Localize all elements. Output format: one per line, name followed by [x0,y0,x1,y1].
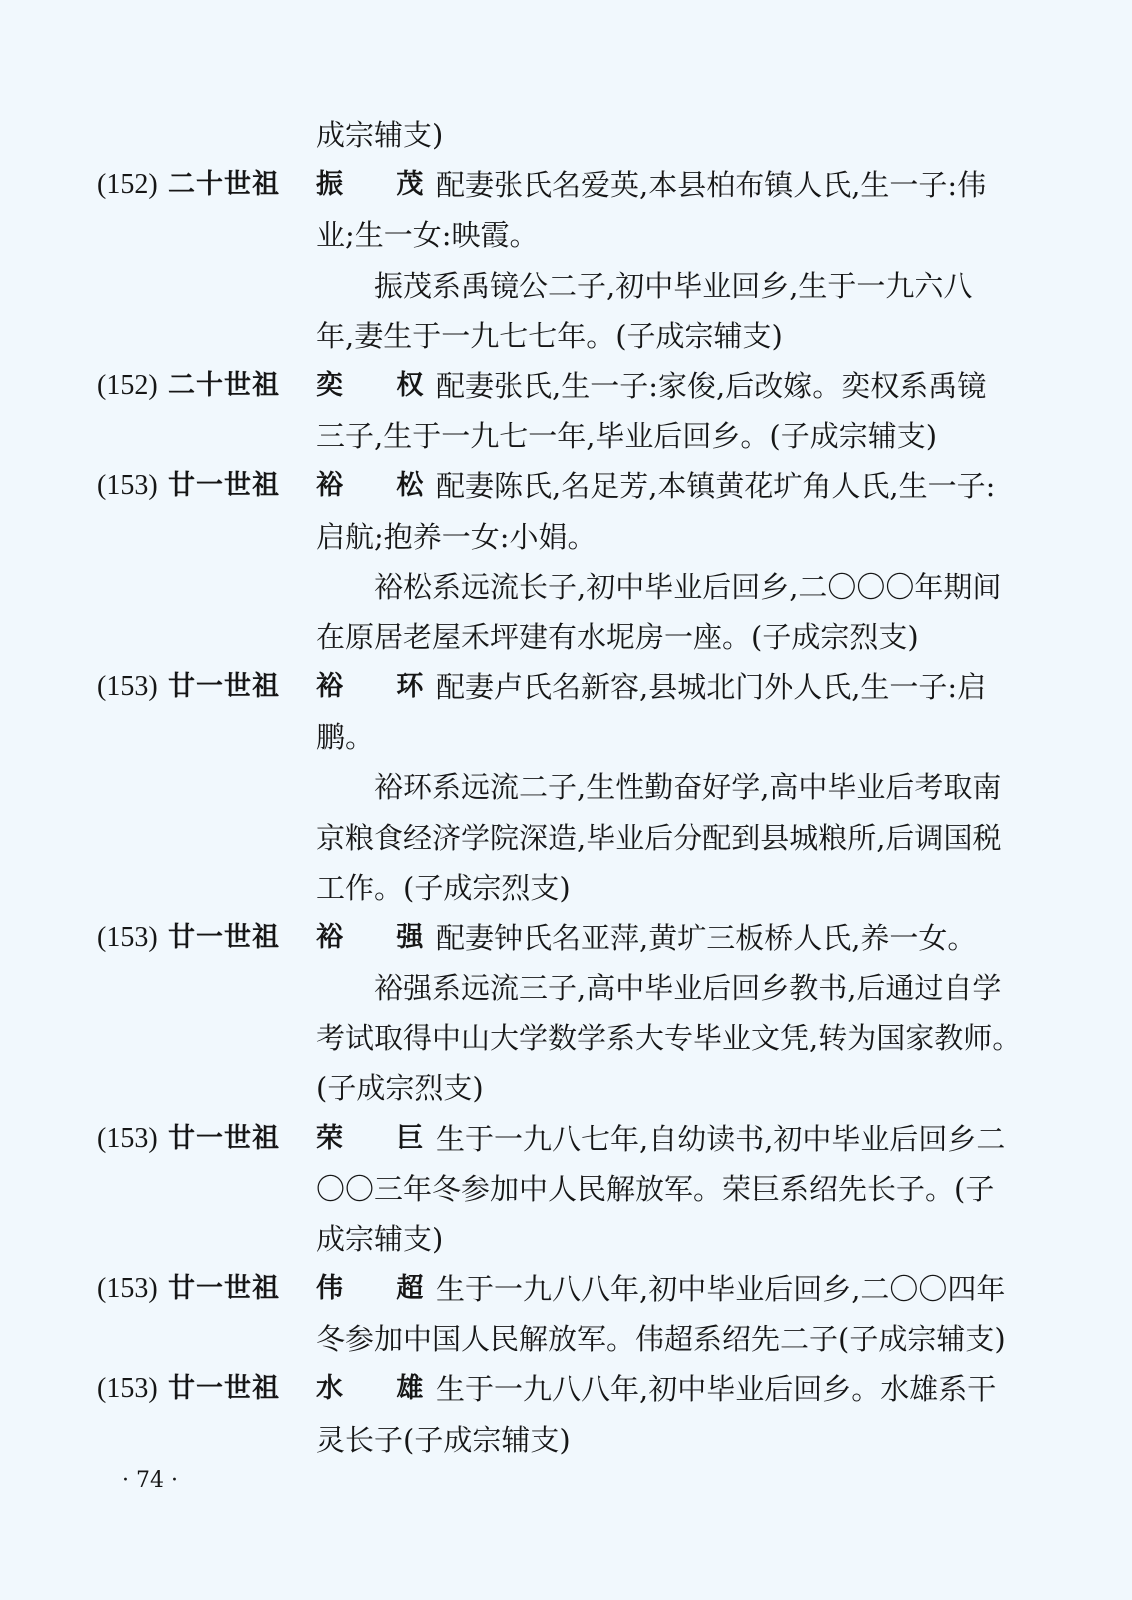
line-text: 配妻张氏,生一子:家俊,后改嫁。奕权系禹镜 [436,369,987,403]
line-text: 京粮食经济学院深造,毕业后分配到县城粮所,后调国税 [316,821,1002,855]
line-text: 生于一九八七年,自幼读书,初中毕业后回乡二 [436,1122,1006,1156]
line-text: 生于一九八八年,初中毕业后回乡。水雄系干 [436,1372,997,1406]
line-text: 启航;抱养一女:小娟。 [316,520,597,554]
person-name: 伟 超 [316,1273,446,1304]
line-text: (子成宗烈支) [316,1071,484,1105]
person-name: 裕 松 [316,470,446,501]
line-text: 成宗辅支) [316,118,444,152]
line-text: 考试取得中山大学数学系大专毕业文凭,转为国家教师。 [316,1021,1022,1055]
person-name: 水 雄 [316,1373,446,1404]
line-text: 鹏。 [316,720,375,754]
line-text: 配妻钟氏名亚萍,黄圹三板桥人氏,养一女。 [436,921,977,955]
line-text: 冬参加中国人民解放军。伟超系绍先二子(子成宗辅支) [316,1322,1006,1356]
line-text: 裕松系远流长子,初中毕业后回乡,二〇〇〇年期间 [374,570,1002,604]
person-name: 裕 强 [316,922,446,953]
line-text: 配妻张氏名爱英,本县柏布镇人氏,生一子:伟 [436,168,987,202]
generation-label: 二十世祖 [168,370,280,401]
line-text: 在原居老屋禾坪建有水坭房一座。(子成宗烈支) [316,620,919,654]
line-text: 工作。(子成宗烈支) [316,871,571,905]
person-name: 奕 权 [316,370,446,401]
entry-number: (153) [97,1373,158,1404]
line-text: 生于一九八八年,初中毕业后回乡,二〇〇四年 [436,1272,1006,1306]
entry-number: (153) [97,671,158,702]
generation-label: 廿一世祖 [168,1373,280,1404]
generation-label: 二十世祖 [168,169,280,200]
entry-number: (153) [97,922,158,953]
generation-label: 廿一世祖 [168,1123,280,1154]
line-text: 灵长子(子成宗辅支) [316,1423,571,1457]
line-text: 成宗辅支) [316,1222,444,1256]
generation-label: 廿一世祖 [168,470,280,501]
line-text: 业;生一女:映霞。 [316,218,539,252]
entry-number: (152) [97,370,158,401]
page-number: · 74 · [122,1468,178,1493]
line-text: 年,妻生于一九七七年。(子成宗辅支) [316,319,783,353]
generation-label: 廿一世祖 [168,671,280,702]
generation-label: 廿一世祖 [168,1273,280,1304]
person-name: 振 茂 [316,169,446,200]
entry-number: (153) [97,470,158,501]
generation-label: 廿一世祖 [168,922,280,953]
entry-number: (153) [97,1123,158,1154]
person-name: 荣 巨 [316,1123,446,1154]
line-text: 裕环系远流二子,生性勤奋好学,高中毕业后考取南 [374,770,1002,804]
line-text: 配妻卢氏名新容,县城北门外人氏,生一子:启 [436,670,987,704]
line-text: 三子,生于一九七一年,毕业后回乡。(子成宗辅支) [316,419,938,453]
line-text: 振茂系禹镜公二子,初中毕业回乡,生于一九六八 [374,269,973,303]
line-text: 〇〇三年冬参加中人民解放军。荣巨系绍先长子。(子 [316,1172,995,1206]
line-text: 配妻陈氏,名足芳,本镇黄花圹角人氏,生一子: [436,469,996,503]
person-name: 裕 环 [316,671,446,702]
line-text: 裕强系远流三子,高中毕业后回乡教书,后通过自学 [374,971,1002,1005]
entry-number: (152) [97,169,158,200]
entry-number: (153) [97,1273,158,1304]
